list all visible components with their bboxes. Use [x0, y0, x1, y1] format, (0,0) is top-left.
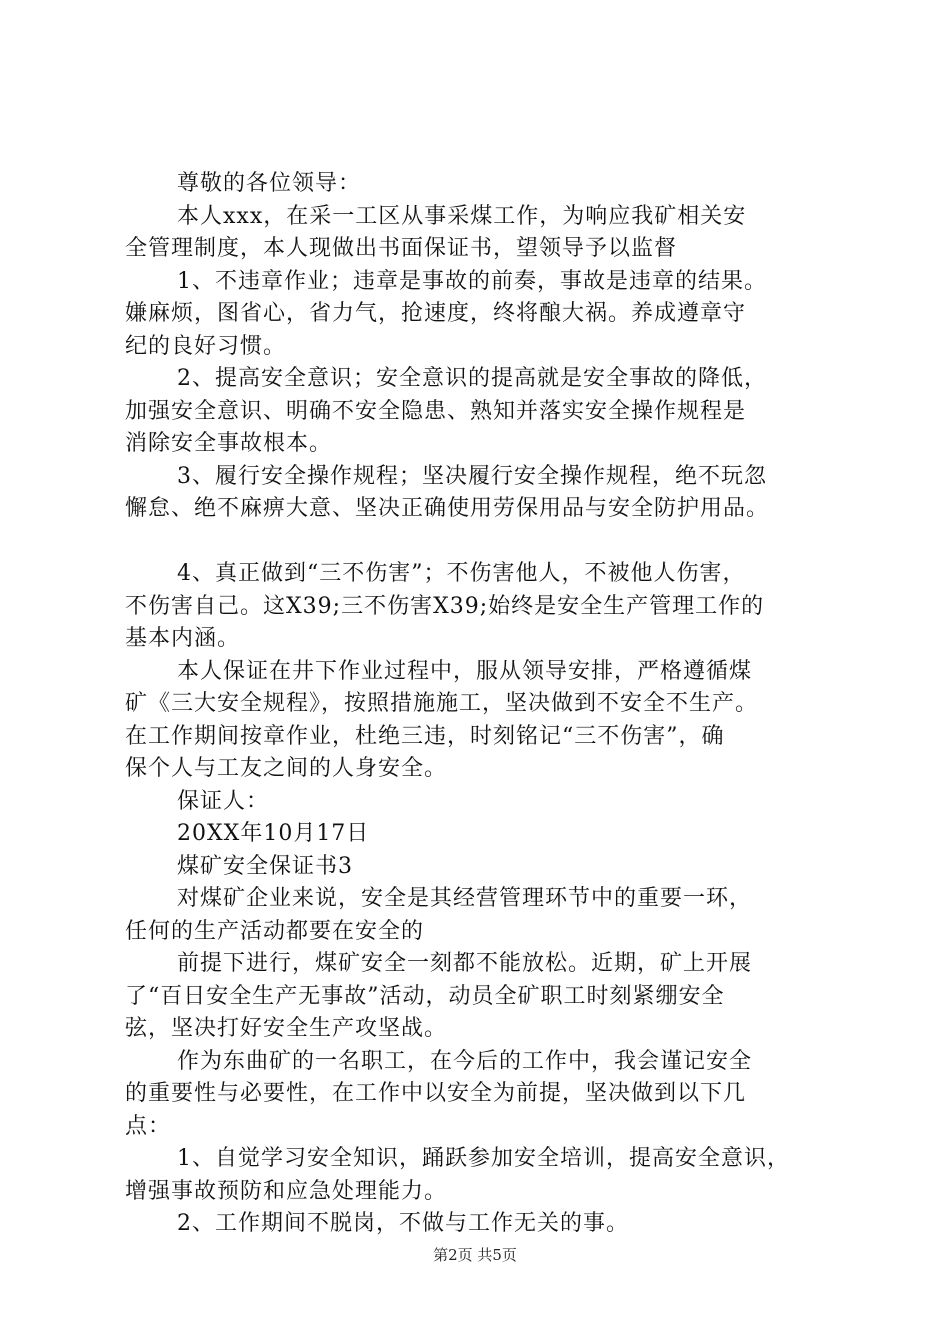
- paragraph-line: 懈怠、绝不麻痹大意、坚决正确使用劳保用品与安全防护用品。: [125, 496, 770, 521]
- paragraph-line: 4、真正做到“三不伤害”；不伤害他人，不被他人伤害，: [177, 561, 746, 586]
- paragraph-line: 了“百日安全生产无事故”活动，动员全矿职工时刻紧绷安全: [125, 983, 725, 1009]
- paragraph-line: 对煤矿企业来说，安全是其经营管理环节中的重要一环，: [177, 886, 753, 911]
- paragraph-line: 不伤害自己。这X39;三不伤害X39;始终是安全生产管理工作的: [125, 593, 765, 619]
- guarantor-label: 保证人：: [177, 788, 270, 814]
- paragraph-line: 全管理制度，本人现做出书面保证书，望领导予以监督: [125, 236, 678, 261]
- paragraph-line: 2、工作期间不脱岗，不做与工作无关的事。: [177, 1211, 629, 1236]
- paragraph-line: 纪的良好习惯。: [125, 333, 287, 359]
- paragraph-line: 1、不违章作业；违章是事故的前奏，事故是违章的结果。: [177, 268, 767, 294]
- blank-line: [125, 526, 845, 559]
- paragraph-line: 任何的生产活动都要在安全的: [125, 918, 425, 944]
- paragraph-line: 在工作期间按章作业，杜绝三违，时刻铭记“三不伤害”，确: [125, 723, 725, 749]
- paragraph-line: 矿《三大安全规程》，按照措施施工，坚决做到不安全不生产。: [125, 691, 759, 716]
- paragraph-line: 1、自觉学习安全知识，踊跃参加安全培训，提高安全意识，: [177, 1146, 790, 1171]
- document-body: [125, 168, 845, 1241]
- paragraph-line: 作为东曲矿的一名职工，在今后的工作中，我会谨记安全: [177, 1048, 753, 1074]
- section-title: 煤矿安全保证书3: [177, 853, 353, 879]
- page-number-label: 第2页 共5页: [433, 1246, 517, 1264]
- salutation: 尊敬的各位领导：: [177, 171, 362, 196]
- paragraph-line: 基本内涵。: [125, 626, 241, 651]
- paragraph-line: 前提下进行，煤矿安全一刻都不能放松。近期，矿上开展: [177, 951, 753, 976]
- paragraph-line: 消除安全事故根本。: [125, 431, 333, 456]
- paragraph-line: 2、提高安全意识；安全意识的提高就是安全事故的降低，: [177, 366, 767, 391]
- paragraph-line: 3、履行安全操作规程；坚决履行安全操作规程，绝不玩忽: [177, 463, 767, 489]
- document-date: 20XX年10月17日: [177, 821, 370, 846]
- paragraph-line: 保个人与工友之间的人身安全。: [125, 756, 448, 781]
- paragraph-line: 的重要性与必要性，在工作中以安全为前提，坚决做到以下几: [125, 1081, 747, 1106]
- paragraph-line: 点：: [125, 1113, 172, 1139]
- paragraph-line: 弦，坚决打好安全生产攻坚战。: [125, 1016, 448, 1041]
- paragraph-line: 嫌麻烦，图省心，省力气，抢速度，终将酿大祸。养成遵章守: [125, 301, 747, 326]
- paragraph-line: 本人xxx，在采一工区从事采煤工作，为响应我矿相关安: [177, 203, 747, 229]
- page-footer: [0, 1244, 950, 1265]
- paragraph-line: 加强安全意识、明确不安全隐患、熟知并落实安全操作规程是: [125, 398, 747, 424]
- paragraph-line: 增强事故预防和应急处理能力。: [125, 1178, 448, 1204]
- paragraph-line: 本人保证在井下作业过程中，服从领导安排，严格遵循煤: [177, 658, 753, 684]
